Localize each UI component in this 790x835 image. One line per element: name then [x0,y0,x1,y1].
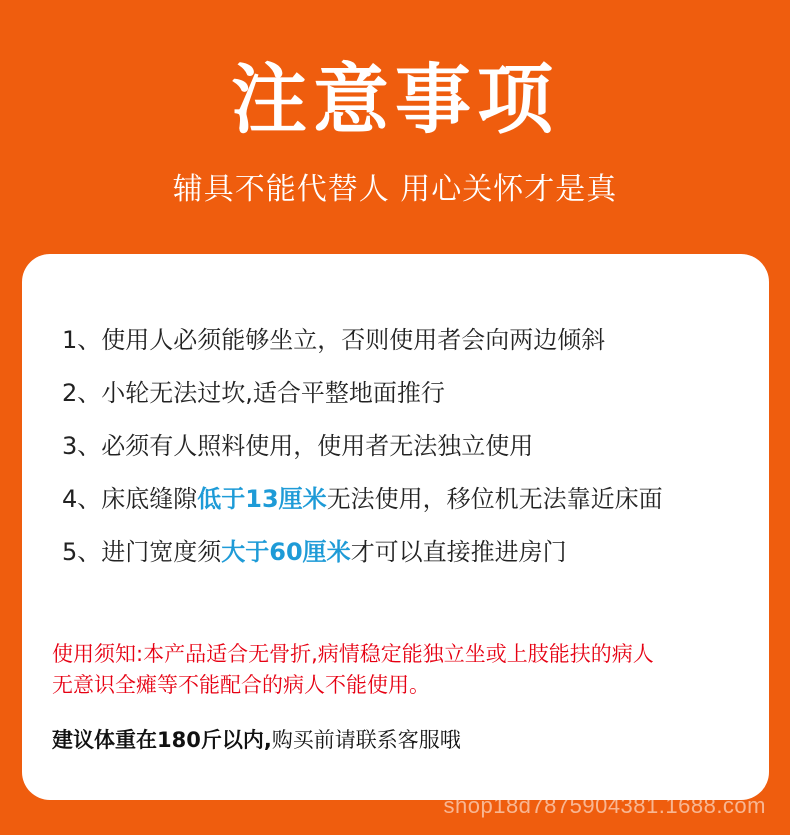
list-item [62,536,663,568]
item-number: 1、 [62,326,102,354]
item-number: 2、 [62,379,102,407]
item-text-before: 进门宽度须 [101,538,222,566]
watermark: shop18d7875904381.1688.com [443,793,766,818]
usage-warning [52,639,654,701]
list-item [62,483,663,515]
warning-line: 无意识全瘫等不能配合的病人不能使用。 [52,673,430,697]
item-text-after: 才可以直接推进房门 [350,538,567,566]
item-text-after: 无法使用，移位机无法靠近床面 [326,485,663,513]
item-highlight: 低于13厘米 [197,485,327,513]
item-number: 3、 [62,432,102,460]
item-text-before: 床底缝隙 [101,485,198,513]
list-item [62,324,663,356]
notice-list [62,324,663,589]
item-text: 小轮无法过坎,适合平整地面推行 [101,379,445,407]
warning-line: 使用须知:本产品适合无骨折,病情稳定能独立坐或上肢能扶的病人 [52,642,654,666]
list-item [62,430,663,462]
item-highlight: 大于60厘米 [221,538,351,566]
weight-bold-text: 建议体重在180斤以内, [52,728,272,752]
item-text: 使用人必须能够坐立，否则使用者会向两边倾斜 [101,326,606,354]
page-title: 注意事项 [231,55,559,144]
weight-note [52,724,461,756]
page-subtitle: 辅具不能代替人 用心关怀才是真 [172,172,618,207]
weight-normal-text: 购买前请联系客服哦 [271,728,461,752]
list-item [62,377,663,409]
notice-card [22,254,769,800]
item-number: 4、 [62,485,102,513]
item-number: 5、 [62,538,102,566]
item-text: 必须有人照料使用，使用者无法独立使用 [101,432,534,460]
